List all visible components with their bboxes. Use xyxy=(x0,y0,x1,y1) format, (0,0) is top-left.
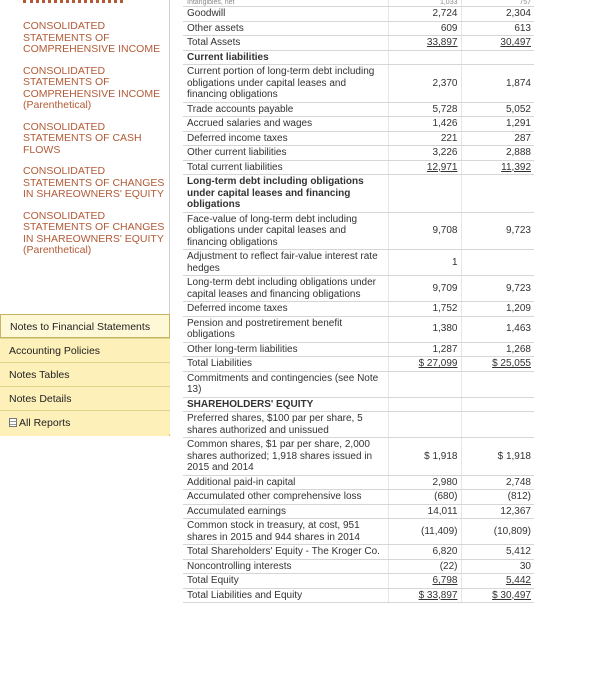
value-2015: 14,011 xyxy=(388,504,461,519)
table-row xyxy=(183,412,534,438)
nav-link-statement[interactable] xyxy=(23,21,169,56)
nav-link-sublabel: (Parenthetical) xyxy=(23,99,92,111)
row-label: Common shares, $1 par per share, 2,000 shares authorized; 1,918 shares issued in 2015 and 2014 xyxy=(183,438,388,476)
value-2014: 1,209 xyxy=(461,302,534,317)
table-row xyxy=(183,276,534,302)
value-2015: (11,409) xyxy=(388,519,461,545)
table-row xyxy=(183,519,534,545)
row-label: Current liabilities xyxy=(183,50,388,65)
row-label: Current portion of long-term debt including obligations under capital leases and financing obligations xyxy=(183,65,388,103)
row-label: Trade accounts payable xyxy=(183,102,388,117)
row-label: Long-term debt including obligations under capital leases and financing obligations xyxy=(183,175,388,213)
row-label: Pension and postretirement benefit obligations xyxy=(183,316,388,342)
statement-link-list xyxy=(0,0,170,314)
value-2015: 2,980 xyxy=(388,475,461,490)
value-2014: 1,874 xyxy=(461,65,534,103)
value-2014: (10,809) xyxy=(461,519,534,545)
nav-category-accounting-policies[interactable] xyxy=(0,338,170,362)
table-row xyxy=(183,250,534,276)
section-header-row xyxy=(183,50,534,65)
value-2014 xyxy=(461,397,534,412)
balance-sheet-table xyxy=(183,0,534,603)
row-label: SHAREHOLDERS' EQUITY xyxy=(183,397,388,412)
row-label: Goodwill xyxy=(183,7,388,22)
value-2015: 1,380 xyxy=(388,316,461,342)
row-label: Long-term debt including obligations under capital leases and financing obligations xyxy=(183,276,388,302)
value-2015: 1,752 xyxy=(388,302,461,317)
value-2015: 9,708 xyxy=(388,212,461,250)
row-label: Accumulated earnings xyxy=(183,504,388,519)
table-row xyxy=(183,21,534,36)
row-label: Other current liabilities xyxy=(183,146,388,161)
row-label: Total Shareholders' Equity - The Kroger Co. xyxy=(183,545,388,560)
value-2015 xyxy=(388,175,461,213)
value-2015 xyxy=(388,50,461,65)
row-label: Total Equity xyxy=(183,574,388,589)
nav-link-label: CONSOLIDATED STATEMENTS OF COMPREHENSIVE INCOME xyxy=(23,64,161,100)
nav-link-label: CONSOLIDATED STATEMENTS OF CHANGES IN SHAREOWNERS' EQUITY xyxy=(23,209,165,245)
row-label: Total Liabilities and Equity xyxy=(183,588,388,603)
value-2014 xyxy=(461,50,534,65)
value-2015: 1,033 xyxy=(388,0,461,7)
nav-link-label: CONSOLIDATED STATEMENTS OF CASH FLOWS xyxy=(23,120,142,156)
nav-link-sublabel: (Parenthetical) xyxy=(23,244,92,256)
table-row xyxy=(183,131,534,146)
nav-link-statement[interactable] xyxy=(23,66,169,112)
row-label: Additional paid-in capital xyxy=(183,475,388,490)
value-2014: 9,723 xyxy=(461,212,534,250)
value-2015: 5,728 xyxy=(388,102,461,117)
table-row xyxy=(183,475,534,490)
value-2014: 287 xyxy=(461,131,534,146)
value-2015: 2,370 xyxy=(388,65,461,103)
table-row xyxy=(183,316,534,342)
value-2014: 11,392 xyxy=(461,160,534,175)
row-label: Deferred income taxes xyxy=(183,302,388,317)
value-2014: $ 1,918 xyxy=(461,438,534,476)
nav-link-statement[interactable] xyxy=(23,122,169,157)
value-2014: 9,723 xyxy=(461,276,534,302)
value-2015 xyxy=(388,397,461,412)
value-2015: 2,724 xyxy=(388,7,461,22)
table-row xyxy=(183,65,534,103)
value-2014: 1,291 xyxy=(461,117,534,132)
table-row xyxy=(183,588,534,603)
table-row xyxy=(183,438,534,476)
nav-category-label: Notes Details xyxy=(9,393,72,405)
nav-category-notes-tables[interactable] xyxy=(0,362,170,386)
table-row xyxy=(183,146,534,161)
table-row xyxy=(183,160,534,175)
table-row xyxy=(183,102,534,117)
nav-category-label: All Reports xyxy=(19,417,71,429)
value-2014: 1,268 xyxy=(461,342,534,357)
value-2014: (812) xyxy=(461,490,534,505)
row-label: Other assets xyxy=(183,21,388,36)
value-2015: $ 33,897 xyxy=(388,588,461,603)
value-2014: 5,052 xyxy=(461,102,534,117)
value-2015: 33,897 xyxy=(388,36,461,51)
row-label: Accumulated other comprehensive loss xyxy=(183,490,388,505)
nav-category-all-reports[interactable] xyxy=(0,410,170,434)
row-label: Face-value of long-term debt including obligations under capital leases and financing obligations xyxy=(183,212,388,250)
value-2015: 6,820 xyxy=(388,545,461,560)
row-label: Accrued salaries and wages xyxy=(183,117,388,132)
row-label: Adjustment to reflect fair-value interest rate hedges xyxy=(183,250,388,276)
nav-link-label: CONSOLIDATED STATEMENTS OF COMPREHENSIVE INCOME xyxy=(23,20,161,55)
row-label: Common stock in treasury, at cost, 951 shares in 2015 and 944 shares in 2014 xyxy=(183,519,388,545)
table-row xyxy=(183,559,534,574)
document-icon xyxy=(9,418,17,427)
nav-link-cut-off[interactable] xyxy=(23,0,123,3)
value-2014: 30,497 xyxy=(461,36,534,51)
table-row xyxy=(183,7,534,22)
row-label: Total current liabilities xyxy=(183,160,388,175)
value-2015: 1,426 xyxy=(388,117,461,132)
nav-link-label: CONSOLIDATED STATEMENTS OF CHANGES IN SHAREOWNERS' EQUITY xyxy=(23,165,165,200)
balance-sheet xyxy=(183,0,533,603)
value-2014 xyxy=(461,412,534,438)
value-2015: 6,798 xyxy=(388,574,461,589)
report-navigation xyxy=(0,0,170,436)
nav-link-statement[interactable] xyxy=(23,211,169,257)
nav-category-label: Accounting Policies xyxy=(9,345,101,357)
table-row xyxy=(183,490,534,505)
value-2014: $ 30,497 xyxy=(461,588,534,603)
table-row xyxy=(183,357,534,372)
table-row xyxy=(183,212,534,250)
value-2014 xyxy=(461,175,534,213)
value-2014 xyxy=(461,250,534,276)
value-2014 xyxy=(461,371,534,397)
value-2014: 5,442 xyxy=(461,574,534,589)
nav-category-label: Notes Tables xyxy=(9,369,70,381)
row-label: Other long-term liabilities xyxy=(183,342,388,357)
table-row xyxy=(183,504,534,519)
table-row xyxy=(183,36,534,51)
value-2015: $ 1,918 xyxy=(388,438,461,476)
value-2014: 5,412 xyxy=(461,545,534,560)
nav-category-notes-details[interactable] xyxy=(0,386,170,410)
value-2015: $ 27,099 xyxy=(388,357,461,372)
value-2015: 221 xyxy=(388,131,461,146)
value-2015: (680) xyxy=(388,490,461,505)
row-label: Noncontrolling interests xyxy=(183,559,388,574)
table-row xyxy=(183,574,534,589)
table-row xyxy=(183,342,534,357)
value-2014: 2,304 xyxy=(461,7,534,22)
value-2014: 30 xyxy=(461,559,534,574)
row-label: Intangibles, net xyxy=(183,0,388,7)
value-2014: 12,367 xyxy=(461,504,534,519)
value-2015: 1,287 xyxy=(388,342,461,357)
value-2015: (22) xyxy=(388,559,461,574)
table-row xyxy=(183,371,534,397)
row-label: Total Liabilities xyxy=(183,357,388,372)
row-label: Deferred income taxes xyxy=(183,131,388,146)
nav-category-notes-to-financial-statements[interactable] xyxy=(0,314,170,338)
value-2015 xyxy=(388,412,461,438)
table-row xyxy=(183,117,534,132)
table-row xyxy=(183,302,534,317)
value-2015: 12,971 xyxy=(388,160,461,175)
row-label: Commitments and contingencies (see Note 13) xyxy=(183,371,388,397)
table-row xyxy=(183,545,534,560)
value-2014: 2,888 xyxy=(461,146,534,161)
nav-link-statement[interactable] xyxy=(23,166,169,201)
nav-category-label: Notes to Financial Statements xyxy=(10,321,151,333)
value-2014: 757 xyxy=(461,0,534,7)
section-header-row xyxy=(183,175,534,213)
value-2014: $ 25,055 xyxy=(461,357,534,372)
row-label: Preferred shares, $100 par per share, 5 shares authorized and unissued xyxy=(183,412,388,438)
value-2014: 1,463 xyxy=(461,316,534,342)
value-2015: 3,226 xyxy=(388,146,461,161)
value-2015: 9,709 xyxy=(388,276,461,302)
row-label: Total Assets xyxy=(183,36,388,51)
value-2015: 609 xyxy=(388,21,461,36)
section-header-row xyxy=(183,397,534,412)
value-2014: 613 xyxy=(461,21,534,36)
value-2015 xyxy=(388,371,461,397)
value-2014: 2,748 xyxy=(461,475,534,490)
value-2015: 1 xyxy=(388,250,461,276)
